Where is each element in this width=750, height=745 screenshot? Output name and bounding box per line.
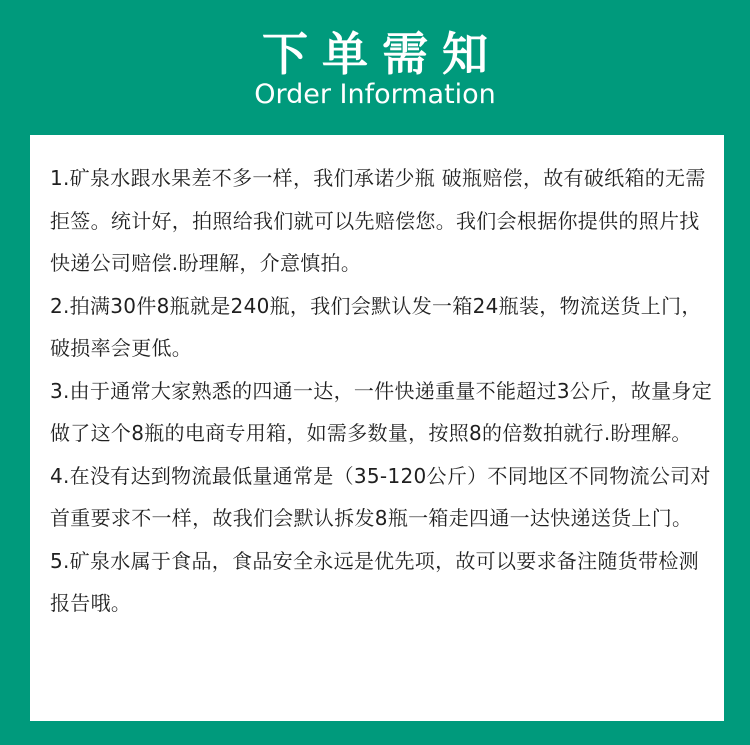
header [0, 0, 750, 135]
notice-item-4: 4.在没有达到物流最低量通常是（35-120公斤）不同地区不同物流公司对首重要求不一样，故我们会默认拆发8瓶一箱走四通一达快递送货上门。 [50, 463, 711, 530]
notice-list [50, 157, 715, 625]
notice-item-3: 3.由于通常大家熟悉的四通一达，一件快递重量不能超过3公斤，故量身定做了这个8瓶的电商专用箱，如需多数量，按照8的倍数拍就行.盼理解。 [50, 378, 713, 445]
page-title: 下单需知 [262, 27, 502, 81]
info-panel [30, 135, 724, 721]
notice-item-5: 5.矿泉水属于食品，食品安全永远是优先项，故可以要求备注随货带检测报告哦。 [50, 548, 699, 615]
notice-item-2: 2.拍满30件8瓶就是240瓶，我们会默认发一箱24瓶装，物流送货上门，破损率会更低。 [50, 293, 702, 360]
notice-item-1: 1.矿泉水跟水果差不多一样，我们承诺少瓶 破瓶赔偿，故有破纸箱的无需拒签。统计好，拍照给我们就可以先赔偿您。我们会根据你提供的照片找快递公司赔偿.盼理解，介意慎拍。 [50, 166, 706, 275]
page-subtitle: Order Information [254, 79, 496, 110]
